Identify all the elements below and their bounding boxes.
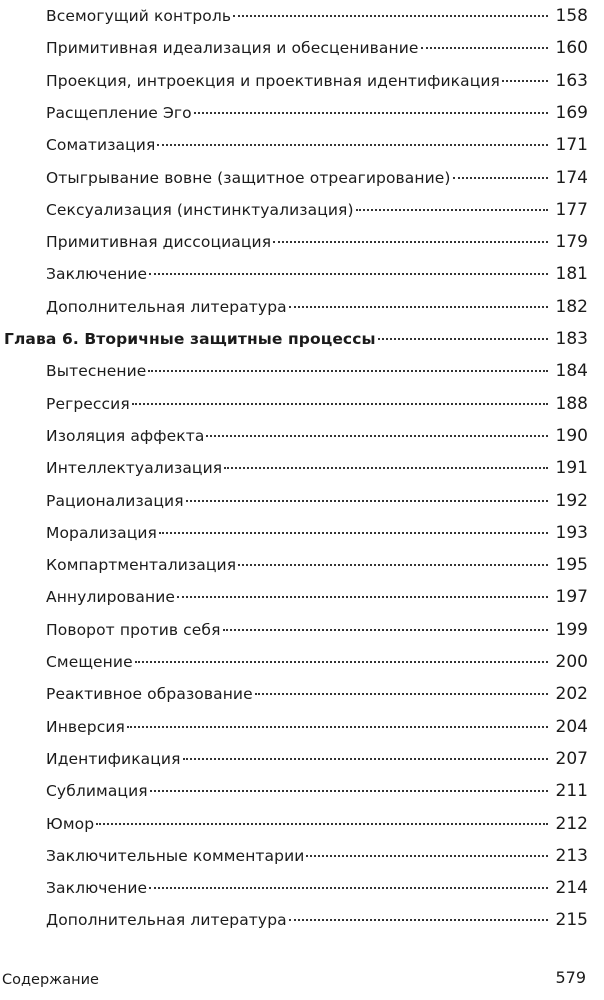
dot-leader xyxy=(453,176,548,179)
toc-entry xyxy=(46,743,588,775)
toc-entry-title: Изоляция аффекта xyxy=(46,426,205,445)
toc-entry-page: 215 xyxy=(555,910,588,931)
toc-entry-title: Соматизация xyxy=(46,136,156,155)
toc-entry-page: 160 xyxy=(555,38,588,59)
dot-leader xyxy=(233,14,548,17)
dot-leader xyxy=(132,402,548,405)
toc-entry-page: 182 xyxy=(555,296,588,317)
toc-entry xyxy=(46,614,588,646)
toc-entry xyxy=(46,517,588,549)
toc-entry-page: 204 xyxy=(555,716,588,737)
toc-entry-title: Проекция, интроекция и проективная идентификация xyxy=(46,71,500,90)
toc-entry xyxy=(46,65,588,97)
toc-entry-title: Расщепление Эго xyxy=(46,103,192,122)
toc-entry xyxy=(46,646,588,678)
dot-leader xyxy=(150,789,548,792)
dot-leader xyxy=(206,434,548,437)
toc-entry-title: Компартментализация xyxy=(46,556,237,575)
toc-entry xyxy=(46,678,588,710)
dot-leader xyxy=(273,240,548,243)
dot-leader xyxy=(502,79,548,82)
toc-entry-title: Рационализация xyxy=(46,491,184,510)
dot-leader xyxy=(421,46,548,49)
dot-leader xyxy=(149,272,548,275)
page-number: 579 xyxy=(555,968,586,987)
toc-entry-page: 199 xyxy=(555,619,588,640)
toc-entry xyxy=(46,32,588,64)
toc-entry-title: Дополнительная литература xyxy=(46,911,287,930)
running-footer-section: Содержание xyxy=(2,972,99,988)
dot-leader xyxy=(255,692,548,695)
toc-entry xyxy=(46,549,588,581)
toc-entry xyxy=(46,0,588,32)
toc-entry xyxy=(46,808,588,840)
dot-leader xyxy=(289,918,548,921)
toc-entry-page: 195 xyxy=(555,555,588,576)
toc-entry-page: 179 xyxy=(555,232,588,253)
toc-chapter-heading xyxy=(4,323,588,355)
dot-leader xyxy=(183,757,548,760)
toc-entry-title: Реактивное образование xyxy=(46,685,253,704)
toc-entry-title: Примитивная диссоциация xyxy=(46,233,272,252)
toc-entry-page: 163 xyxy=(555,70,588,91)
toc-entry-page: 202 xyxy=(555,684,588,705)
toc-entry-page: 191 xyxy=(555,458,588,479)
toc-entry xyxy=(46,258,588,290)
toc-entry-page: 214 xyxy=(555,878,588,899)
toc-entry-page: 174 xyxy=(555,167,588,188)
toc-entry xyxy=(46,162,588,194)
toc-entry-page: 169 xyxy=(555,102,588,123)
toc-entry-page: 184 xyxy=(555,361,588,382)
toc-entry-page: 207 xyxy=(555,748,588,769)
toc-entry xyxy=(46,355,588,387)
toc-entry xyxy=(46,452,588,484)
toc-entry xyxy=(46,194,588,226)
toc-entry-title: Идентификация xyxy=(46,749,181,768)
toc-entry-title: Поворот против себя xyxy=(46,620,221,639)
toc-entry-page: 190 xyxy=(555,425,588,446)
dot-leader xyxy=(157,143,548,146)
dot-leader xyxy=(378,337,548,340)
toc-entry xyxy=(46,291,588,323)
toc-entry-title: Заключение xyxy=(46,265,148,284)
toc-entry-title: Сексуализация (инстинктуализация) xyxy=(46,200,354,219)
toc-entry-title: Сублимация xyxy=(46,782,148,801)
toc-entry-page: 188 xyxy=(555,393,588,414)
toc-entry-page: 177 xyxy=(555,199,588,220)
dot-leader xyxy=(306,854,548,857)
toc-entry-title: Дополнительная литература xyxy=(46,297,287,316)
toc-entry-title: Заключительные комментарии xyxy=(46,846,305,865)
toc-entry-page: 213 xyxy=(555,845,588,866)
toc-entry-page: 193 xyxy=(555,522,588,543)
toc-entry-title: Юмор xyxy=(46,814,95,833)
toc-entry xyxy=(46,485,588,517)
toc-entry-page: 197 xyxy=(555,587,588,608)
toc-entry-title: Регрессия xyxy=(46,394,130,413)
toc-entry-page: 158 xyxy=(555,6,588,26)
dot-leader xyxy=(159,531,548,534)
dot-leader xyxy=(127,725,548,728)
toc-entry-page: 183 xyxy=(555,329,588,349)
toc-entry-page: 192 xyxy=(555,490,588,511)
dot-leader xyxy=(238,563,548,566)
dot-leader xyxy=(223,628,549,631)
toc-entry-page: 181 xyxy=(555,264,588,285)
toc-entry xyxy=(46,581,588,613)
toc-entry-title: Инверсия xyxy=(46,717,125,736)
toc-entry-title: Заключение xyxy=(46,879,148,898)
toc-entry xyxy=(46,711,588,743)
toc-entry-title: Вытеснение xyxy=(46,362,147,381)
toc-entry xyxy=(46,388,588,420)
dot-leader xyxy=(186,499,548,502)
dot-leader xyxy=(194,111,548,114)
toc-entry-title: Всемогущий контроль xyxy=(46,7,232,25)
dot-leader xyxy=(96,822,548,825)
dot-leader xyxy=(135,660,548,663)
toc-entry xyxy=(46,97,588,129)
toc-entry-title: Морализация xyxy=(46,523,157,542)
dot-leader xyxy=(149,886,548,889)
toc-entry-page: 212 xyxy=(555,813,588,834)
dot-leader xyxy=(177,595,548,598)
toc-entry-page: 211 xyxy=(555,781,588,802)
toc-entry xyxy=(46,840,588,872)
toc-entry xyxy=(46,775,588,807)
dot-leader xyxy=(148,369,548,372)
toc-entry-title: Глава 6. Вторичные защитные процессы xyxy=(4,330,376,348)
toc-entry xyxy=(46,420,588,452)
toc-entry xyxy=(46,226,588,258)
toc-entry-page: 200 xyxy=(555,652,588,672)
toc-entry xyxy=(46,129,588,161)
dot-leader xyxy=(289,305,548,308)
toc-entry xyxy=(46,904,588,936)
toc-entry-title: Аннулирование xyxy=(46,588,176,607)
dot-leader xyxy=(224,466,548,469)
toc-entry-title: Смещение xyxy=(46,653,133,671)
toc-entry-page: 171 xyxy=(555,135,588,156)
toc-entry-title: Примитивная идеализация и обесценивание xyxy=(46,39,419,58)
toc-entry xyxy=(46,872,588,904)
toc-entry-title: Интеллектуализация xyxy=(46,459,223,478)
toc-entry-title: Отыгрывание вовне (защитное отреагирование) xyxy=(46,168,451,187)
dot-leader xyxy=(356,208,548,211)
